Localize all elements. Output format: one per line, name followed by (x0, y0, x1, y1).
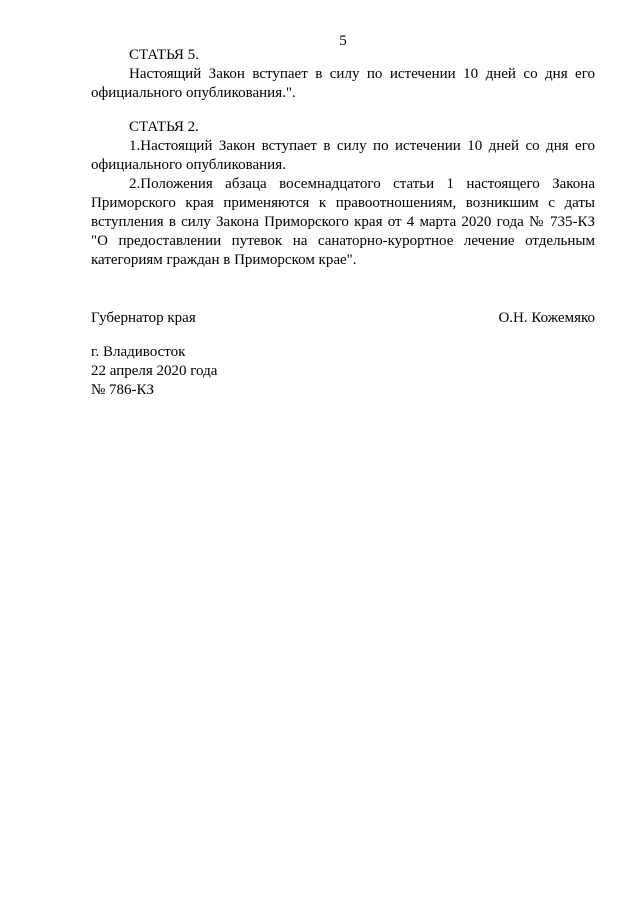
article-5-text: Настоящий Закон вступает в силу по истечении 10 дней со дня его официального опубликования.". (91, 66, 595, 101)
city: г. Владивосток (91, 344, 186, 360)
article-5-section (91, 46, 595, 103)
page-number: 5 (339, 33, 347, 49)
article-2-paragraph-1: 1.Настоящий Закон вступает в силу по истечении 10 дней со дня его официального опубликования. (91, 138, 595, 173)
signatory-title: Губернатор края (91, 310, 196, 326)
signatory-name: О.Н. Кожемяко (498, 310, 595, 326)
article-5-heading: СТАТЬЯ 5. (129, 47, 199, 63)
law-date: 22 апреля 2020 года (91, 363, 218, 379)
signature-block (91, 309, 595, 328)
article-2-paragraph-2: 2.Положения абзаца восемнадцатого статьи 1 настоящего Закона Приморского края применяются к правоотношениям, возникшим с даты вступления в силу Закона Приморского края от 4 марта 2020 года № 735-КЗ "О предоставлении путевок на санаторно-курортное лечение отдельным категориям граждан в Приморском крае". (91, 176, 595, 268)
article-2-heading: СТАТЬЯ 2. (129, 119, 199, 135)
place-date-block (91, 343, 217, 400)
law-number: № 786-КЗ (91, 382, 155, 398)
article-2-section (91, 118, 595, 270)
